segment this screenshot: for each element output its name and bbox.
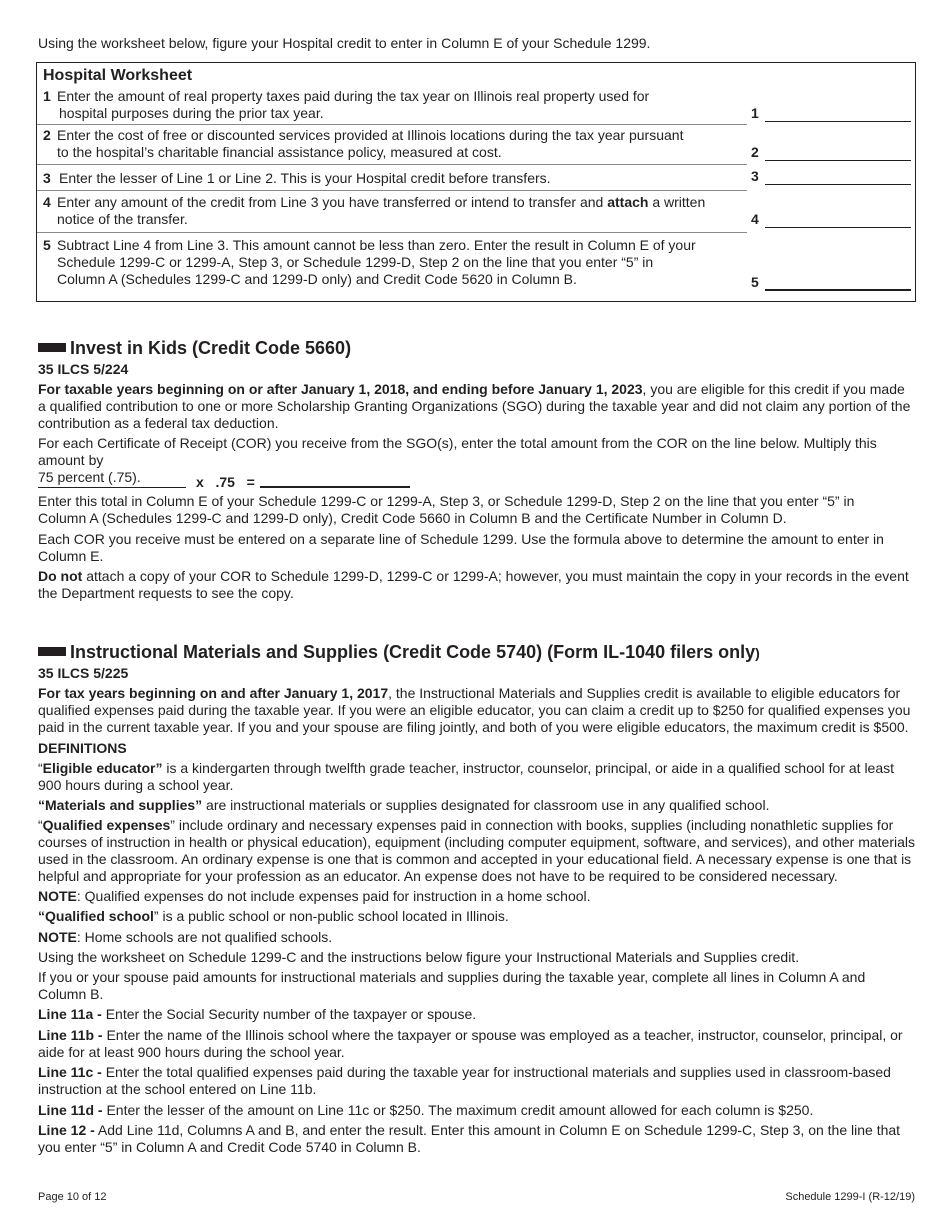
kids-formula — [38, 474, 418, 491]
line-number: 1 — [43, 88, 51, 104]
note-label: NOTE — [38, 888, 77, 904]
line-label: Line 11c - — [38, 1064, 102, 1080]
worksheet-line-2 — [43, 127, 723, 161]
attach-emphasis: attach — [607, 194, 649, 210]
text: qualified expenses paid during the taxable year. If you were an eligible educator, you can claim a credit up to $250 for qualified expenses you — [38, 702, 911, 718]
answer-label: 4 — [751, 211, 759, 227]
answer-label: 2 — [751, 144, 759, 160]
divider — [37, 232, 747, 233]
kids-paragraph-5 — [38, 568, 915, 602]
formula-operator: x .75 = — [196, 474, 255, 490]
line-text: Schedule 1299-C or 1299-A, Step 3, or Schedule 1299-D, Step 2 on the line that you enter “5” in — [57, 254, 654, 270]
line-label: Line 12 - — [38, 1122, 95, 1138]
text: : Home schools are not qualified schools. — [76, 929, 333, 945]
answer-rule — [765, 289, 911, 291]
note-label: NOTE — [38, 929, 77, 945]
text: 900 hours during a school year. — [38, 777, 234, 793]
text: Enter the Social Security number of the taxpayer or spouse. — [101, 1006, 477, 1022]
text: For each Certificate of Receipt (COR) you receive from the SGO(s), enter the total amount from the COR on the line below. Multiply this amount by — [38, 435, 877, 468]
answer-rule — [765, 227, 911, 228]
definition-qualified-expenses — [38, 817, 915, 885]
line-text: Enter the amount of real property taxes paid during the tax year on Illinois real property used for — [57, 88, 650, 104]
line-11c-instruction — [38, 1064, 915, 1098]
worksheet-line-5 — [43, 237, 723, 288]
line-text: Enter the lesser of Line 1 or Line 2. This is your Hospital credit before transfers. — [59, 170, 551, 186]
line-text: Column A (Schedules 1299-C and 1299-D only) and Credit Code 5620 in Column B. — [57, 271, 577, 287]
line-text: Enter the cost of free or discounted services provided at Illinois locations during the tax year pursuant — [57, 127, 684, 143]
hospital-worksheet — [36, 62, 916, 302]
text: is a kindergarten through twelfth grade teacher, instructor, counselor, principal, or aide in a qualified school for at least — [162, 760, 895, 776]
form-id: Schedule 1299-I (R-12/19) — [785, 1191, 915, 1203]
text: , the Instructional Materials and Supplies credit is available to eligible educators for — [388, 685, 901, 701]
line-11a-instruction — [38, 1006, 915, 1023]
line-label: Line 11a - — [38, 1006, 102, 1022]
materials-paragraph-1 — [38, 685, 915, 736]
line-11b-instruction — [38, 1027, 915, 1061]
answer-line-5[interactable] — [751, 274, 911, 291]
text: contribution as a federal tax deduction. — [38, 415, 279, 431]
divider — [37, 190, 747, 191]
text: the Department requests to see the copy. — [38, 585, 294, 601]
answer-line-4[interactable] — [751, 211, 911, 228]
text: attach a copy of your COR to Schedule 1299-D, 1299-C or 1299-A; however, you must maintain the copy in your records in the event — [82, 568, 909, 584]
kids-citation: 35 ILCS 5/224 — [38, 361, 129, 377]
answer-rule — [765, 121, 911, 122]
text: Enter this total in Column E of your Schedule 1299-C or 1299-A, Step 3, or Schedule 1299-D, Step 2 on the line that you enter “5” in — [38, 493, 855, 509]
text: Each COR you receive must be entered on a separate line of Schedule 1299. Use the formula above to determine the amount to enter in — [38, 531, 884, 547]
text: “ — [38, 760, 43, 776]
definition-materials-supplies — [38, 797, 915, 814]
kids-paragraph-1 — [38, 381, 915, 432]
line-text: notice of the transfer. — [57, 211, 188, 227]
worksheet-title: Hospital Worksheet — [43, 67, 193, 84]
text: ” include ordinary and necessary expenses paid in connection with books, supplies (including nonathletic supplies for — [170, 817, 894, 833]
divider — [37, 164, 747, 165]
divider — [37, 124, 747, 125]
materials-heading-text: Instructional Materials and Supplies (Credit Code 5740) (Form IL-1040 filers only — [70, 642, 756, 662]
line-text: a written — [648, 194, 706, 210]
answer-rule — [765, 160, 911, 161]
text: Enter the lesser of the amount on Line 11c or $250. The maximum credit amount allowed for each column is $250. — [102, 1102, 814, 1118]
credit-result-input[interactable] — [260, 486, 410, 488]
text: courses of instruction in health or physical education), equipment (including computer equipment, software, and services), and other materials — [38, 834, 916, 850]
text: If you or your spouse paid amounts for instructional materials and supplies during the taxable year, complete all lines in Column A and — [38, 969, 866, 985]
answer-line-3[interactable] — [751, 168, 911, 185]
answer-label: 5 — [751, 274, 759, 290]
answer-line-2[interactable] — [751, 144, 911, 161]
line-11d-instruction — [38, 1102, 915, 1119]
text: Enter the total qualified expenses paid during the taxable year for instructional materials and supplies used in classroom-based — [101, 1064, 891, 1080]
answer-rule — [765, 184, 911, 185]
line-12-instruction — [38, 1122, 915, 1156]
materials-dates: For tax years beginning on and after January 1, 2017 — [38, 685, 389, 701]
line-number: 4 — [43, 194, 51, 210]
text: helpful and appropriate for your profession as an educator. An expense does not have to be required to be considered necessary. — [38, 868, 838, 884]
text: a qualified contribution to one or more Scholarship Granting Organizations (SGO) during the taxable year and did not claim any portion of the — [38, 398, 911, 414]
text: Column B. — [38, 986, 104, 1002]
text: , you are eligible for this credit if you made — [642, 381, 905, 397]
worksheet-line-4 — [43, 194, 723, 228]
term: Qualified expenses — [42, 817, 171, 833]
text: Column A (Schedules 1299-C and 1299-D only), Credit Code 5660 in Column B and the Certificate Number in Column D. — [38, 510, 787, 526]
worksheet-line-3 — [43, 170, 723, 187]
line-text: Enter any amount of the credit from Line 3 you have transferred or intend to transfer and — [57, 194, 608, 210]
note-1 — [38, 888, 915, 905]
definitions-heading: DEFINITIONS — [38, 740, 127, 756]
text: aide for at least 900 hours during the school year. — [38, 1044, 345, 1060]
page-number: Page 10 of 12 — [38, 1191, 107, 1203]
text: Enter the name of the Illinois school where the taxpayer or spouse was employed as a teacher, instructor, counselor, principal, or — [102, 1027, 903, 1043]
line-number: 3 — [43, 170, 51, 186]
materials-heading — [38, 641, 760, 664]
definition-qualified-school — [38, 908, 915, 925]
line-label: Line 11d - — [38, 1102, 103, 1118]
kids-paragraph-4 — [38, 531, 915, 565]
text: used in the classroom. An ordinary expense is one that is common and accepted in your educational field. A necessary expense is one that is — [38, 851, 912, 867]
line-text: to the hospital’s charitable financial assistance policy, measured at cost. — [57, 144, 502, 160]
text: are instructional materials or supplies designated for classroom use in any qualified school. — [202, 797, 770, 813]
term: “Qualified school — [38, 908, 154, 924]
kids-heading-text: Invest in Kids (Credit Code 5660) — [70, 338, 352, 358]
kids-paragraph-3 — [38, 493, 915, 527]
heading-bar-icon — [38, 647, 66, 656]
line-number: 5 — [43, 237, 51, 253]
materials-citation: 35 ILCS 5/225 — [38, 665, 129, 681]
line-text: hospital purposes during the prior tax year. — [59, 105, 324, 121]
text: you enter “5” in Column A and Credit Code 5740 in Column B. — [38, 1139, 421, 1155]
text: paid in the current taxable year. If you and your spouse are filing jointly, and both of you were eligible educators, the maximum credit is $500. — [38, 719, 909, 735]
text: 75 percent (.75). — [38, 469, 141, 485]
text: instruction at the school entered on Line 11b. — [38, 1081, 317, 1097]
text: “ — [38, 817, 43, 833]
text: Add Line 11d, Columns A and B, and enter the result. Enter this amount in Column E on Schedule 1299-C, Step 3, on the line that — [94, 1122, 901, 1138]
do-not-emphasis: Do not — [38, 568, 83, 584]
text: ” is a public school or non-public school located in Illinois. — [153, 908, 509, 924]
line-label: Line 11b - — [38, 1027, 103, 1043]
answer-line-1[interactable] — [751, 105, 911, 122]
note-2 — [38, 929, 915, 946]
text: : Qualified expenses do not include expenses paid for instruction in a home school. — [76, 888, 591, 904]
text: Column E. — [38, 548, 104, 564]
materials-paragraph-2: Using the worksheet on Schedule 1299-C and the instructions below figure your Instructional Materials and Supplies credit. — [38, 949, 800, 965]
term: “Materials and supplies” — [38, 797, 203, 813]
worksheet-line-1 — [43, 88, 723, 122]
definition-eligible-educator — [38, 760, 915, 794]
term: Eligible educator” — [42, 760, 163, 776]
kids-dates: For taxable years beginning on or after January 1, 2018, and ending before January 1, 2023 — [38, 381, 643, 397]
materials-paragraph-3 — [38, 969, 915, 1003]
answer-label: 3 — [751, 168, 759, 184]
cor-amount-input[interactable] — [38, 487, 186, 488]
kids-heading — [38, 337, 351, 359]
intro-text: Using the worksheet below, figure your Hospital credit to enter in Column E of your Schedule 1299. — [38, 35, 651, 51]
line-number: 2 — [43, 127, 51, 143]
heading-bar-icon — [38, 343, 66, 352]
answer-label: 1 — [751, 105, 759, 121]
line-text: Subtract Line 4 from Line 3. This amount cannot be less than zero. Enter the result in Column E of your — [57, 237, 696, 253]
heading-paren: ) — [755, 645, 760, 661]
